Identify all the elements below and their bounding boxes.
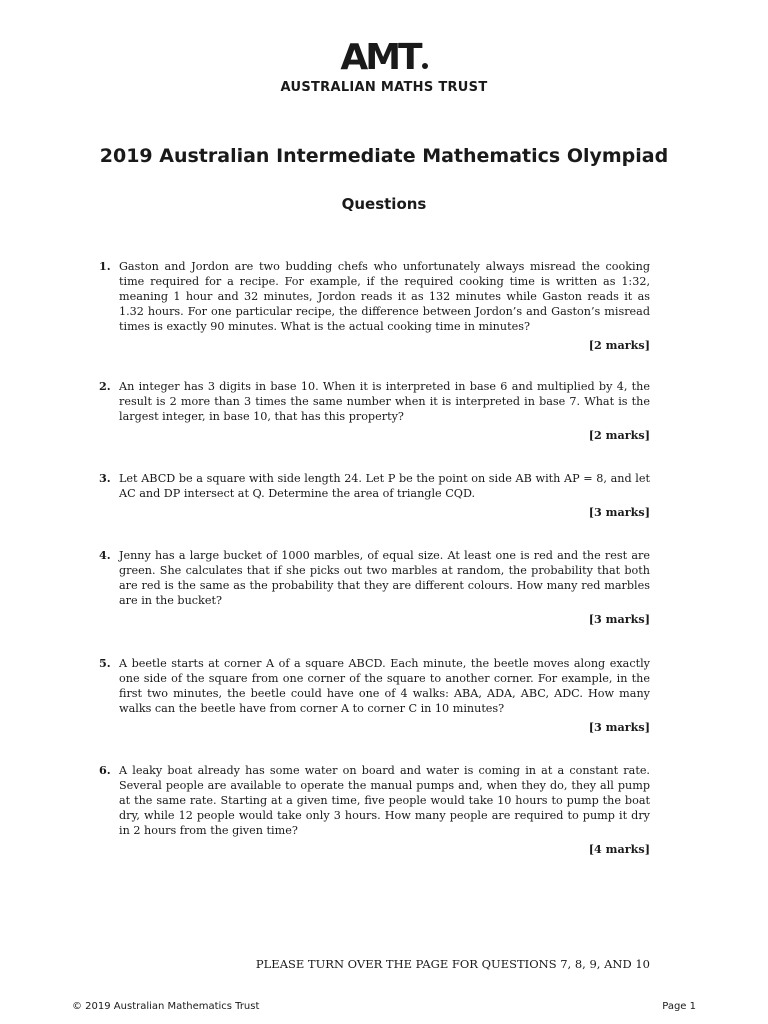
question-number: 2. bbox=[99, 379, 111, 393]
question-number: 4. bbox=[99, 548, 111, 562]
logo-dot-icon bbox=[422, 63, 428, 69]
page-title: 2019 Australian Intermediate Mathematics Olympiad bbox=[99, 145, 669, 167]
turn-over-note: PLEASE TURN OVER THE PAGE FOR QUESTIONS 7, 8, 9, AND 10 bbox=[255, 957, 650, 971]
logo-letters: AMT bbox=[340, 37, 420, 78]
amt-logo bbox=[0, 37, 768, 95]
question-text: A beetle starts at corner A of a square ABCD. Each minute, the beetle moves along exactly one side of the square from one corner of the square to another corner. For example, in the first two minutes, the beetle could have one of 4 walks: ABA, ADA, ABC, ADC. How many walks can the beetle have from corner A to corner C in 10 minutes? bbox=[119, 657, 650, 715]
question-6 bbox=[99, 763, 650, 857]
question-text: An integer has 3 digits in base 10. When it is interpreted in base 6 and multiplied by 4, the result is 2 more than 3 times the same number when it is interpreted in base 7. What is the largest integer, in base 10, that has this property? bbox=[119, 380, 650, 423]
question-2 bbox=[99, 379, 650, 443]
question-marks: [2 marks] bbox=[588, 428, 650, 442]
question-marks: [4 marks] bbox=[588, 842, 650, 856]
question-number: 1. bbox=[99, 259, 111, 273]
question-number: 6. bbox=[99, 763, 111, 777]
question-number: 3. bbox=[99, 471, 111, 485]
page-footer bbox=[72, 1001, 696, 1012]
question-number: 5. bbox=[99, 656, 111, 670]
question-4 bbox=[99, 548, 650, 627]
section-heading: Questions bbox=[341, 195, 427, 213]
question-text: A leaky boat already has some water on board and water is coming in at a constant rate. Several people are available to operate the manual pumps and, when they do, they all pump at the same rate. Starting at a given time, five people would take 10 hours to pump the boat dry, while 12 people would take only 3 hours. How many people are required to pump it dry in 2 hours from the given time? bbox=[119, 764, 650, 837]
question-marks: [3 marks] bbox=[588, 720, 650, 734]
question-text: Let ABCD be a square with side length 24. Let P be the point on side AB with AP = 8, and let AC and DP intersect at Q. Determine the area of triangle CQD. bbox=[119, 472, 650, 500]
question-text: Gaston and Jordon are two budding chefs who unfortunately always misread the cooking time required for a recipe. For example, if the required cooking time is written as 1:32, meaning 1 hour and 32 minutes, Jordon reads it as 132 minutes while Gaston reads it as 1.32 hours. For one particular recipe, the difference between Jordon’s and Gaston’s misread times is exactly 90 minutes. What is the actual cooking time in minutes? bbox=[119, 260, 650, 333]
org-name: AUSTRALIAN MATHS TRUST bbox=[280, 80, 488, 95]
question-1 bbox=[99, 259, 650, 353]
copyright: © 2019 Australian Mathematics Trust bbox=[72, 1001, 260, 1012]
question-marks: [3 marks] bbox=[588, 505, 650, 519]
question-marks: [2 marks] bbox=[588, 338, 650, 352]
question-text: Jenny has a large bucket of 1000 marbles, of equal size. At least one is red and the rest are green. She calculates that if she picks out two marbles at random, the probability that both are red is the same as the probability that they are different colours. How many red marbles are in the bucket? bbox=[119, 549, 650, 607]
logo-mark bbox=[340, 37, 427, 78]
question-marks: [3 marks] bbox=[588, 612, 650, 626]
page-number: Page 1 bbox=[662, 1001, 696, 1012]
question-3 bbox=[99, 471, 650, 520]
question-5 bbox=[99, 656, 650, 735]
